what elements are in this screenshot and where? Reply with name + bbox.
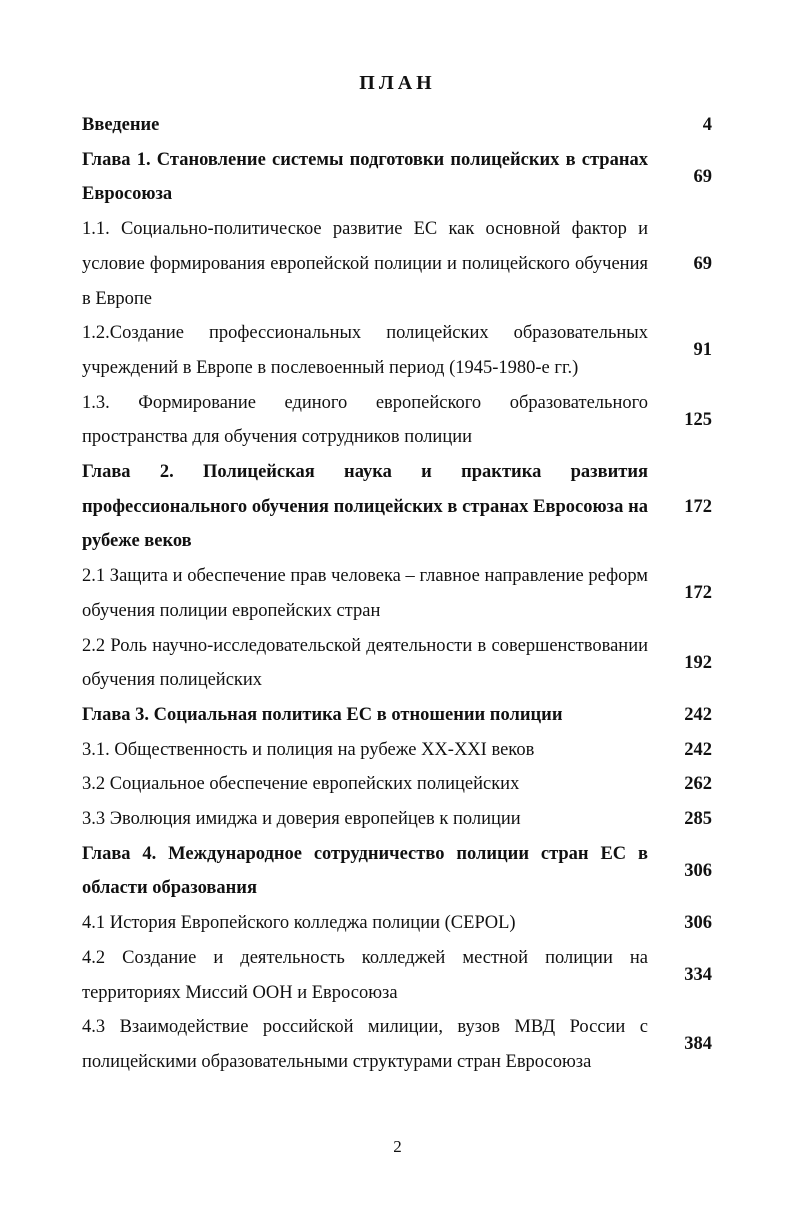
toc-page-number: 4: [702, 114, 712, 135]
toc-chapter-title: Глава 3. Социальная политика ЕС в отношении полиции: [82, 704, 563, 725]
toc-page-number: 384: [684, 1034, 712, 1055]
toc-entry: [82, 941, 712, 1010]
toc-section-title: 3.3 Эволюция имиджа и доверия европейцев к полиции: [82, 809, 521, 830]
toc-page-number: 242: [684, 704, 712, 725]
toc-page-number: 285: [684, 808, 712, 829]
toc-section-title: 3.1. Общественность и полиция на рубеже XX-XXI веков: [82, 739, 535, 760]
table-of-contents: [82, 108, 712, 1080]
toc-page-number: 334: [684, 965, 712, 986]
toc-entry: [82, 108, 712, 143]
toc-entry: [82, 629, 712, 698]
toc-entry: [82, 143, 712, 212]
toc-section-title: 2.2 Роль научно-исследовательской деятельности в совершенствовании обучения полицейских: [82, 635, 648, 691]
toc-chapter-title: Глава 2. Полицейская наука и практика развития профессионального обучения полицейских в странах Евросоюза на рубеже веков: [82, 462, 648, 552]
toc-page-number: 172: [684, 496, 712, 517]
toc-section-title: 4.2 Создание и деятельность колледжей местной полиции на территориях Миссий ООН и Евросоюза: [82, 947, 648, 1003]
toc-section-title: 3.2 Социальное обеспечение европейских полицейских: [82, 774, 520, 795]
toc-entry: [82, 386, 712, 455]
toc-section-title: 1.3. Формирование единого европейского образовательного пространства для обучения сотрудников полиции: [82, 392, 648, 448]
toc-entry: [82, 733, 712, 768]
toc-page-number: 192: [684, 652, 712, 673]
toc-section-title: 1.2.Создание профессиональных полицейских образовательных учреждений в Европе в послевоенный период (1945-1980-е гг.): [82, 323, 648, 378]
toc-entry: [82, 802, 712, 837]
toc-section-title: 4.1 История Европейского колледжа полиции (CEPOL): [82, 913, 516, 934]
toc-page-number: 69: [693, 253, 712, 274]
toc-entry: [82, 767, 712, 802]
toc-page-number: 242: [684, 739, 712, 760]
toc-page-number: 91: [693, 340, 712, 361]
toc-page-number: 69: [693, 166, 712, 187]
toc-entry: [82, 559, 712, 628]
toc-page-number: 306: [684, 913, 712, 934]
toc-page-number: 306: [684, 860, 712, 881]
toc-page-number: 125: [684, 409, 712, 430]
toc-chapter-title: Глава 1. Становление системы подготовки полицейских в странах Евросоюза: [82, 149, 648, 205]
toc-entry: [82, 212, 712, 316]
toc-entry: [82, 455, 712, 559]
toc-entry: [82, 698, 712, 733]
toc-page-number: 172: [684, 583, 712, 604]
toc-entry: [82, 316, 712, 385]
toc-entry: [82, 906, 712, 941]
toc-entry: [82, 1010, 712, 1079]
toc-section-title: 1.1. Социально-политическое развитие ЕС как основной фактор и условие формирования европейской полиции и полицейского обучения в Европе: [82, 219, 648, 309]
toc-page-number: 262: [684, 774, 712, 795]
toc-section-title: 4.3 Взаимодействие российской милиции, вузов МВД России с полицейскими образовательными структурами стран Евросоюза: [82, 1017, 648, 1072]
page-title: ПЛАН: [359, 72, 436, 94]
toc-entry: [82, 837, 712, 906]
toc-chapter-title: Глава 4. Международное сотрудничество полиции стран ЕС в области образования: [82, 843, 648, 899]
toc-section-title: 2.1 Защита и обеспечение прав человека – главное направление реформ обучения полиции европейских стран: [82, 566, 648, 621]
toc-chapter-title: Введение: [82, 115, 160, 135]
page-number: 2: [393, 1137, 402, 1156]
